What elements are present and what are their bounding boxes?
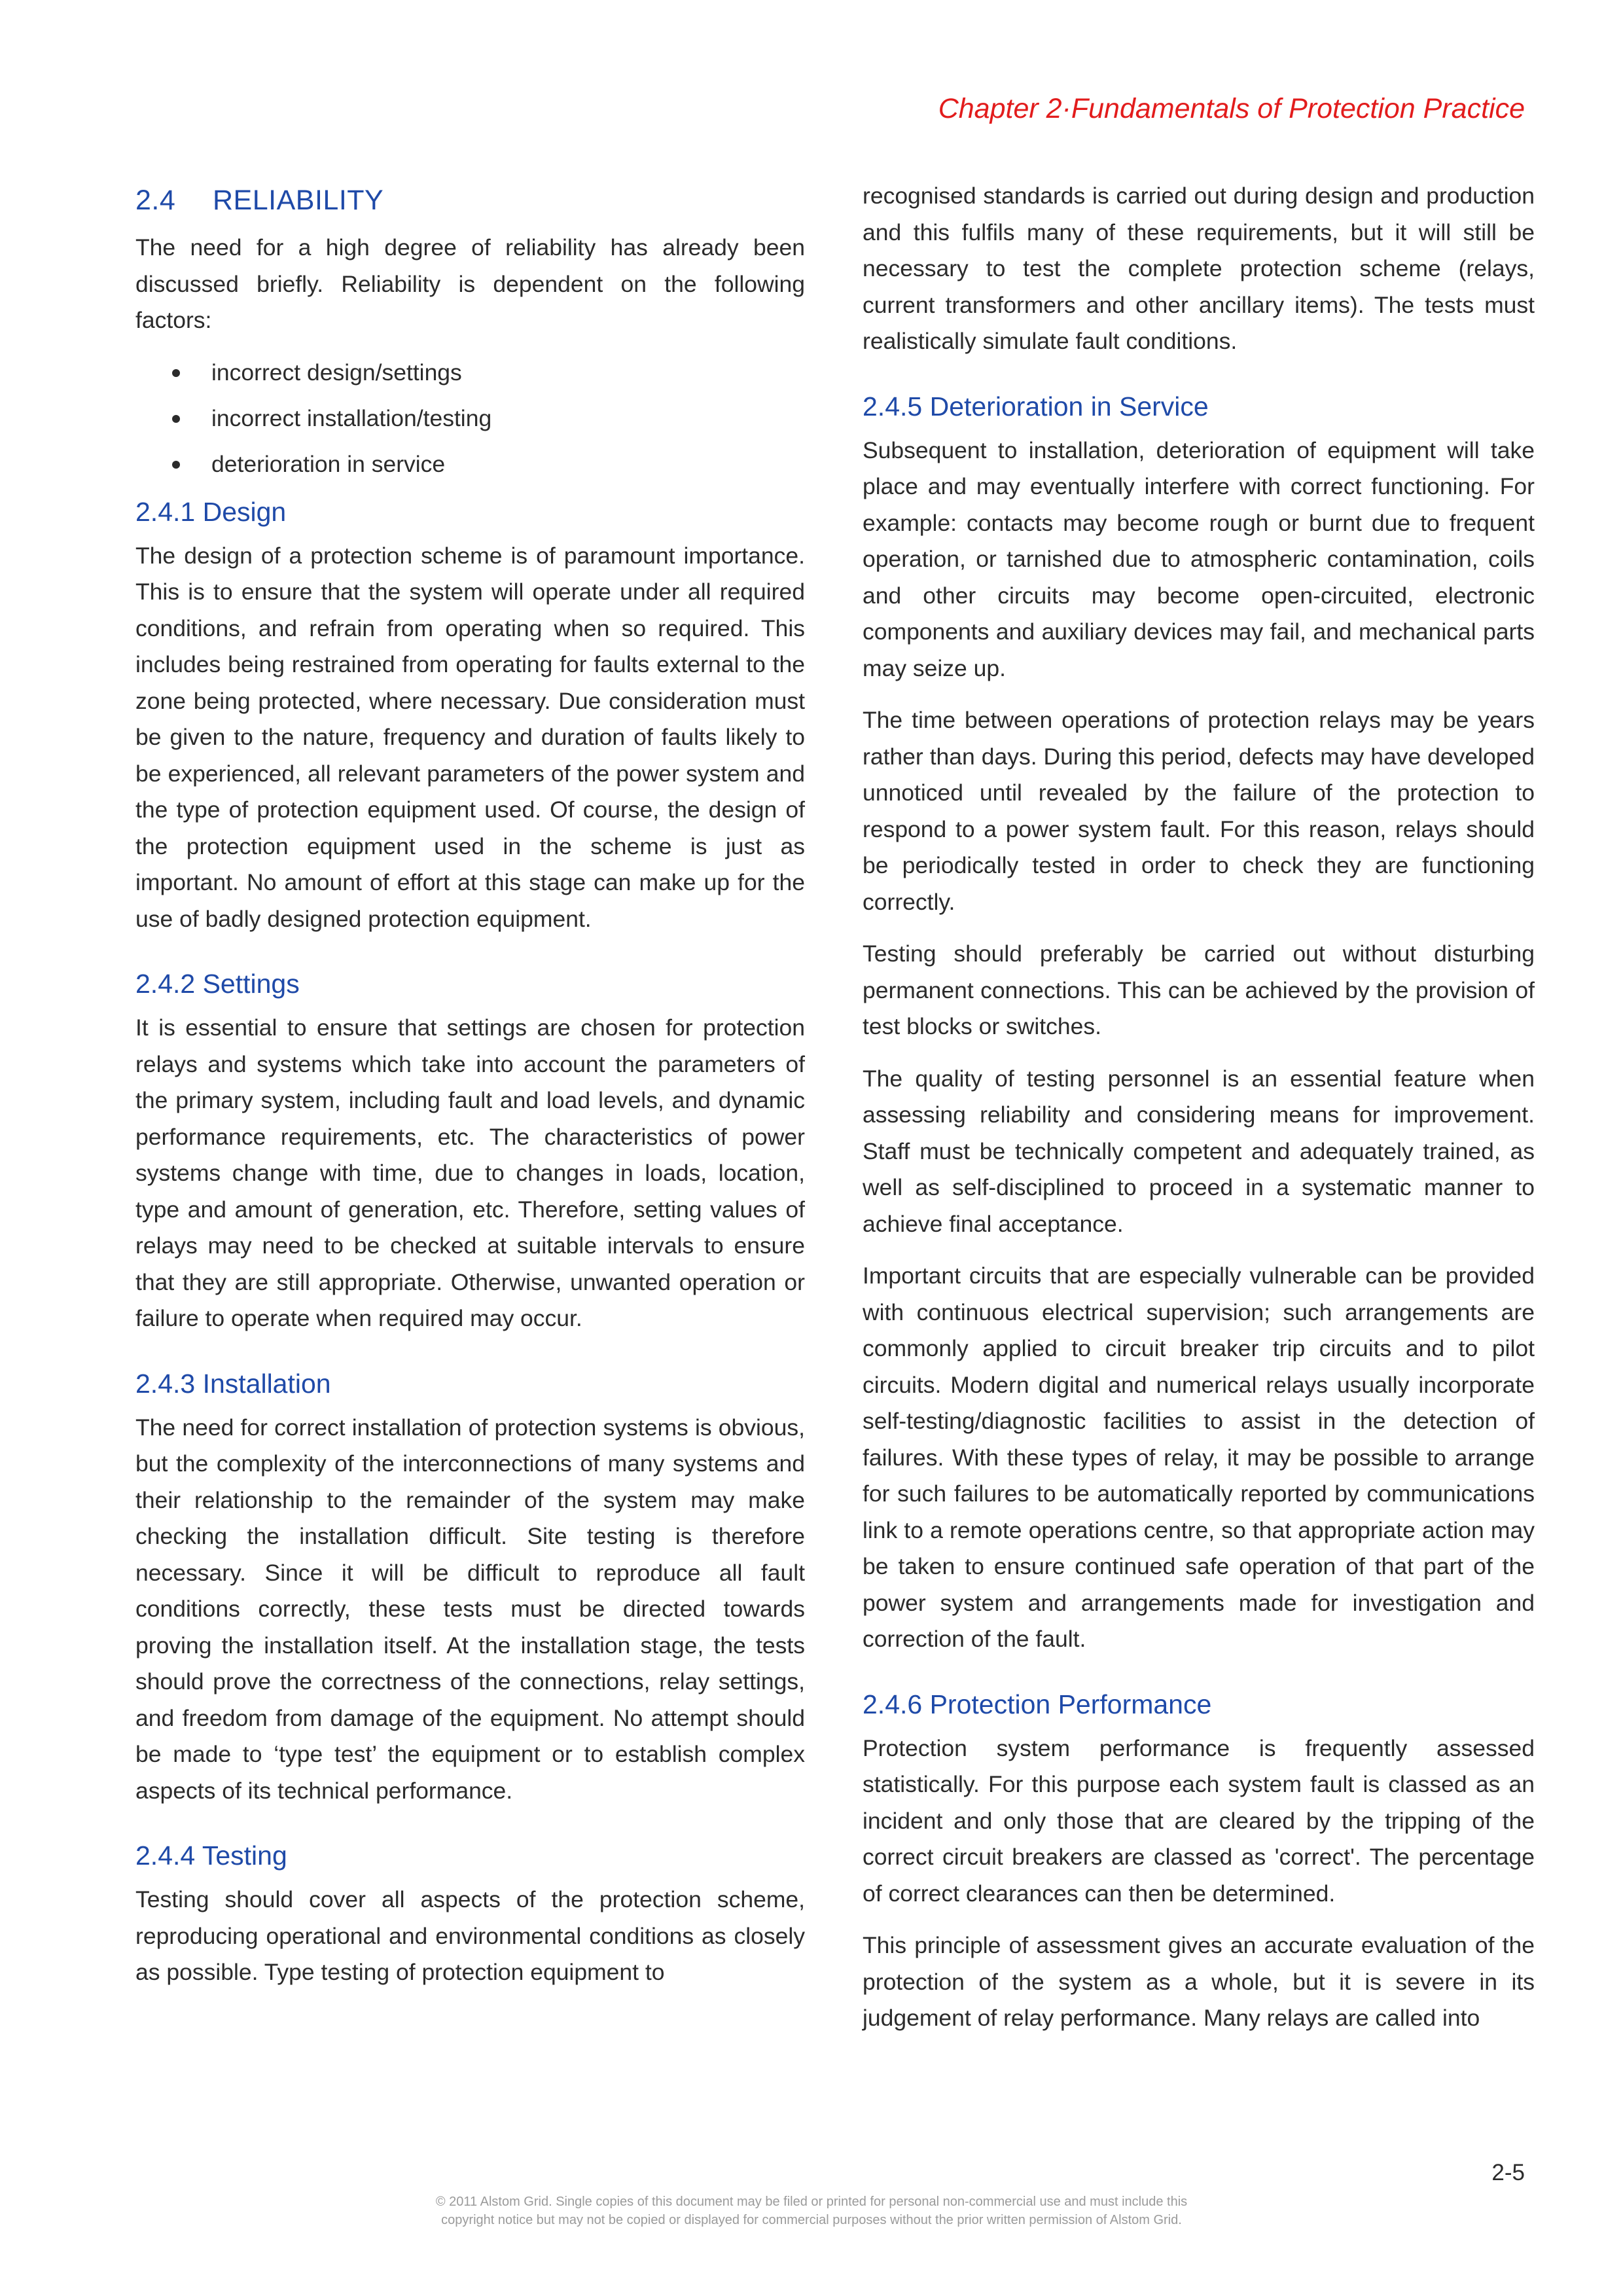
list-item: incorrect design/settings <box>135 355 805 391</box>
heading-deterioration: 2.4.5 Deterioration in Service <box>863 391 1209 422</box>
copyright-line-1: © 2011 Alstom Grid. Single copies of this document may be filed or printed for personal non-commercial use and must include this <box>435 2195 1188 2209</box>
list-item: deterioration in service <box>135 446 805 482</box>
section-heading <box>135 185 805 217</box>
section-intro: The need for a high degree of reliability has already been discussed briefly. Reliability is dependent on the following factors: <box>135 234 805 333</box>
performance-paragraph-1: Protection system performance is frequently assessed statistically. For this purpose each system fault is classed as an incident and only those that are cleared by the tripping of the correct circuit breakers are classed as 'correct'. The percentage of correct clearances can then be determined. <box>863 1734 1535 1907</box>
installation-paragraph: The need for correct installation of protection systems is obvious, but the complexity of the interconnections of many systems and their relationship to the remainder of the system may make checking the installation difficult. Site testing is therefore necessary. Since it will be difficult to reproduce all fault conditions correctly, these tests must be directed towards proving the installation itself. At the installation stage, the tests should prove the correctness of the connections, relay settings, and freedom from damage of the equipment. No attempt should be made to ‘type test’ the equipment or to establish complex aspects of its technical performance. <box>135 1414 805 1804</box>
copyright-line-2: copyright notice but may not be copied or displayed for commercial purposes without the prior written permission of Alstom Grid. <box>441 2213 1182 2227</box>
deterioration-paragraph-3: Testing should preferably be carried out without disturbing permanent connections. This can be achieved by the provision of test blocks or switches. <box>863 941 1535 1039</box>
section-number: 2.4 <box>135 185 176 216</box>
heading-testing: 2.4.4 Testing <box>135 1840 287 1871</box>
copyright-notice <box>0 2193 1623 2229</box>
settings-paragraph: It is essential to ensure that settings are chosen for protection relays and systems which take into account the parameters of the primary system, including fault and load levels, and dynamic performance requirements, etc. The characteristics of power systems change with time, due to changes in loads, location, type and amount of generation, etc. Therefore, setting values of relays may need to be checked at suitable intervals to ensure that they are still appropriate. Otherwise, unwanted operation or failure to operate when required may occur. <box>135 1014 805 1331</box>
deterioration-paragraph-2: The time between operations of protection relays may be years rather than days. During this period, defects may have developed unnoticed until revealed by the failure of the protection to respond to a power system fault. For this reason, relays should be periodically tested in order to check they are functioning correctly. <box>863 707 1535 915</box>
right-column <box>863 178 1535 2053</box>
performance-paragraph-2: This principle of assessment gives an accurate evaluation of the protection of the system as a whole, but it is severe in its judgement of relay performance. Many relays are called into <box>863 1932 1535 2031</box>
bullet-icon <box>172 461 180 469</box>
heading-design: 2.4.1 Design <box>135 496 287 527</box>
heading-settings: 2.4.2 Settings <box>135 969 300 999</box>
page-number: 2-5 <box>1491 2160 1525 2185</box>
deterioration-paragraph-4: The quality of testing personnel is an essential feature when assessing reliability and considering means for improvement. Staff must be technically competent and adequately trained, as well as self-disciplined to proceed in a systematic manner to achieve final acceptance. <box>863 1065 1535 1237</box>
left-column <box>135 178 805 2007</box>
design-paragraph: The design of a protection scheme is of paramount importance. This is to ensure that the system will operate under all required conditions, and refrain from operating when so required. This includes being restrained from operating for faults external to the zone being protected, where necessary. Due consideration must be given to the nature, frequency and duration of faults likely to be experienced, all relevant parameters of the power system and the type of protection equipment used. Of course, the design of the protection equipment used in the scheme is just as important. No amount of effort at this stage can make up for the use of badly designed protection equipment. <box>135 542 805 932</box>
heading-installation: 2.4.3 Installation <box>135 1368 331 1399</box>
testing-paragraph-continued: recognised standards is carried out during design and production and this fulfils many of these requirements, but it will still be necessary to test the complete protection scheme (relays, current transformers and other ancillary items). The tests must realistically simulate fault conditions. <box>863 183 1535 354</box>
deterioration-paragraph-1: Subsequent to installation, deterioration of equipment will take place and may eventually interfere with correct functioning. For example: contacts may become rough or burnt due to frequent operation, or tarnished due to atmospheric contamination, coils and other circuits may become open-circuited, electronic components and auxiliary devices may fail, and mechanical parts may seize up. <box>863 437 1535 681</box>
running-header: Chapter 2·Fundamentals of Protection Practice <box>938 93 1525 124</box>
factor-list <box>135 355 805 482</box>
bullet-icon <box>172 415 180 423</box>
testing-paragraph-start: Testing should cover all aspects of the protection scheme, reproducing operational and environmental conditions as closely as possible. Type testing of protection equipment to <box>135 1886 805 1985</box>
list-item: incorrect installation/testing <box>135 401 805 437</box>
deterioration-paragraph-5: Important circuits that are especially vulnerable can be provided with continuous electrical supervision; such arrangements are commonly applied to circuit breaker trip circuits and to pilot circuits. Modern digital and numerical relays usually incorporate self-testing/diagnostic facilities to assist in the detection of failures. With these types of relay, it may be possible to arrange for such failures to be automatically reported by communications link to a remote operations centre, so that appropriate action may be taken to ensure continued safe operation of that part of the power system and arrangements made for investigation and correction of the fault. <box>863 1263 1535 1652</box>
section-title: RELIABILITY <box>213 185 384 216</box>
heading-protection-performance: 2.4.6 Protection Performance <box>863 1689 1212 1719</box>
bullet-icon <box>172 369 180 377</box>
